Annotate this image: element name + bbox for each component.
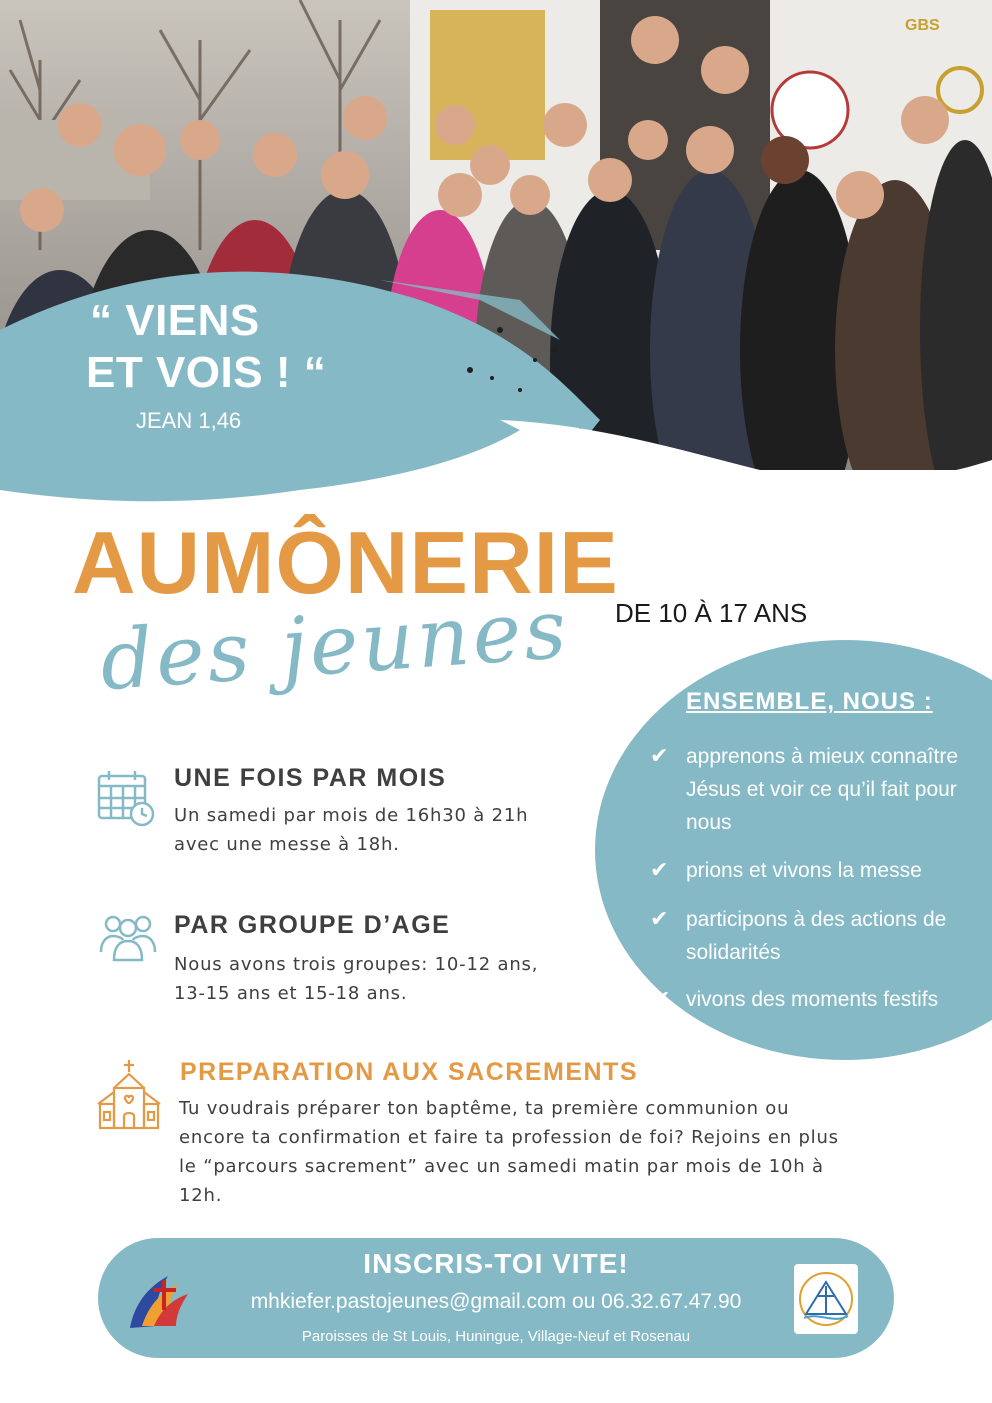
footer-title: INSCRIS-TOI VITE!: [363, 1248, 629, 1279]
ensemble-item-text: apprenons à mieux connaître Jésus et voir ce qu’il fait pour nous: [686, 745, 959, 834]
ensemble-item-text: participons à des actions de solidarités: [686, 908, 947, 964]
ensemble-item-text: vivons des moments festifs: [686, 988, 939, 1011]
section-text-sacraments: Tu voudrais préparer ton baptême, ta première communion ou encore ta confirmation et faire ta profession de foi? Rejoins en plus le “parcours sacrement” avec un samedi matin par mois de 10h à 12h.: [179, 1098, 839, 1206]
section-title-sacraments: PREPARATION AUX SACREMENTS: [180, 1058, 639, 1086]
ensemble-item-text: prions et vivons la messe: [686, 859, 922, 882]
section-title-age-group: PAR GROUPE D’AGE: [174, 911, 451, 939]
check-icon: ✔: [650, 858, 669, 883]
check-icon: ✔: [650, 907, 669, 932]
section-title-frequency: UNE FOIS PAR MOIS: [174, 764, 447, 792]
ensemble-heading: ENSEMBLE, NOUS :: [686, 688, 933, 715]
age-range: DE 10 À 17 ANS: [615, 598, 808, 628]
footer-parishes: Paroisses de St Louis, Huningue, Village-Neuf et Rosenau: [301, 1328, 691, 1345]
footer-contact[interactable]: mhkiefer.pastojeunes@gmail.com ou 06.32.67.47.90: [250, 1290, 742, 1313]
check-icon: ✔: [650, 744, 669, 769]
quote-line-1: “ VIENS: [90, 296, 260, 345]
check-icon: ✔: [652, 987, 671, 1012]
group-icon: [98, 912, 158, 966]
section-text-age-group: Nous avons trois groupes: 10-12 ans, 13-15 ans et 15-18 ans.: [174, 954, 539, 1004]
quote-line-2: ET VOIS ! “: [86, 348, 327, 397]
van-label: GBS: [905, 17, 940, 34]
footer-banner: [98, 1238, 894, 1358]
parish-logo: [794, 1264, 858, 1334]
page-subtitle-script: des jeunes: [97, 581, 573, 710]
calendar-icon: [96, 768, 156, 832]
section-text-frequency: Un samedi par mois de 16h30 à 21h avec une messe à 18h.: [174, 805, 529, 855]
church-icon: [96, 1058, 162, 1134]
page-title: AUMÔNERIE: [72, 513, 619, 612]
quote-reference: JEAN 1,46: [136, 408, 242, 433]
